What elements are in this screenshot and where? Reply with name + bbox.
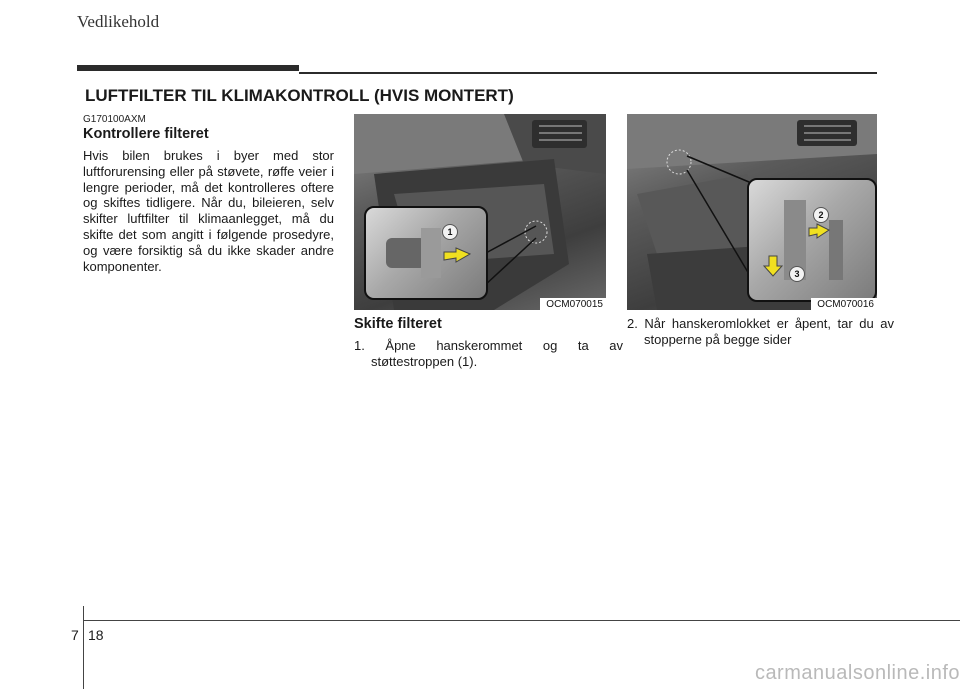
header-bar [77,65,299,71]
step-1: 1. Åpne hanskerommet og ta av støttestroppen (1). [354,338,623,369]
stopper-illustration [749,180,875,300]
figure-1-code: OCM070015 [540,298,606,310]
check-filter-heading: Kontrollere filteret [83,126,209,142]
callout-2: 2 [813,207,829,223]
page-section-number: 7 [71,627,79,643]
footer-horizontal-rule [83,620,960,621]
figure-2-detail-inset [747,178,877,302]
down-arrow-icon [764,256,782,276]
step-2: 2. Når hanskeromlokket er åpent, tar du av stopperne på begge sider [627,316,894,347]
pull-arrow-icon [444,248,470,262]
figure-glovebox-open [354,114,606,310]
check-filter-text: Hvis bilen brukes i byer med stor luftforurensing eller på støvete, røffe veier i lengre perioder, må det kontrolleres oftere og skiftes tidligere. Når du, bileieren, selv skifter luftfilter til klimaanlegget, må du skifte det som angitt i følgende prosedyre, og være forsiktig så du ikke skader andre komponenter. [83,148,334,274]
figure-2-code: OCM070016 [811,298,877,310]
support-strap-illustration [366,208,486,298]
page-number: 18 [88,627,104,643]
figure-1-detail-inset [364,206,488,300]
watermark: carmanualsonline.info [754,662,960,684]
section-header: Vedlikehold [77,12,160,31]
callout-3: 3 [789,266,805,282]
footer-vertical-rule [83,606,84,689]
figure-glovebox-stoppers [627,114,877,310]
section-code: G170100AXM [83,114,146,125]
header-rule [299,72,877,74]
replace-filter-heading: Skifte filteret [354,316,442,332]
callout-1: 1 [442,224,458,240]
page-title: LUFTFILTER TIL KLIMAKONTROLL (HVIS MONTERT) [85,86,514,105]
push-arrow-icon [809,224,829,238]
